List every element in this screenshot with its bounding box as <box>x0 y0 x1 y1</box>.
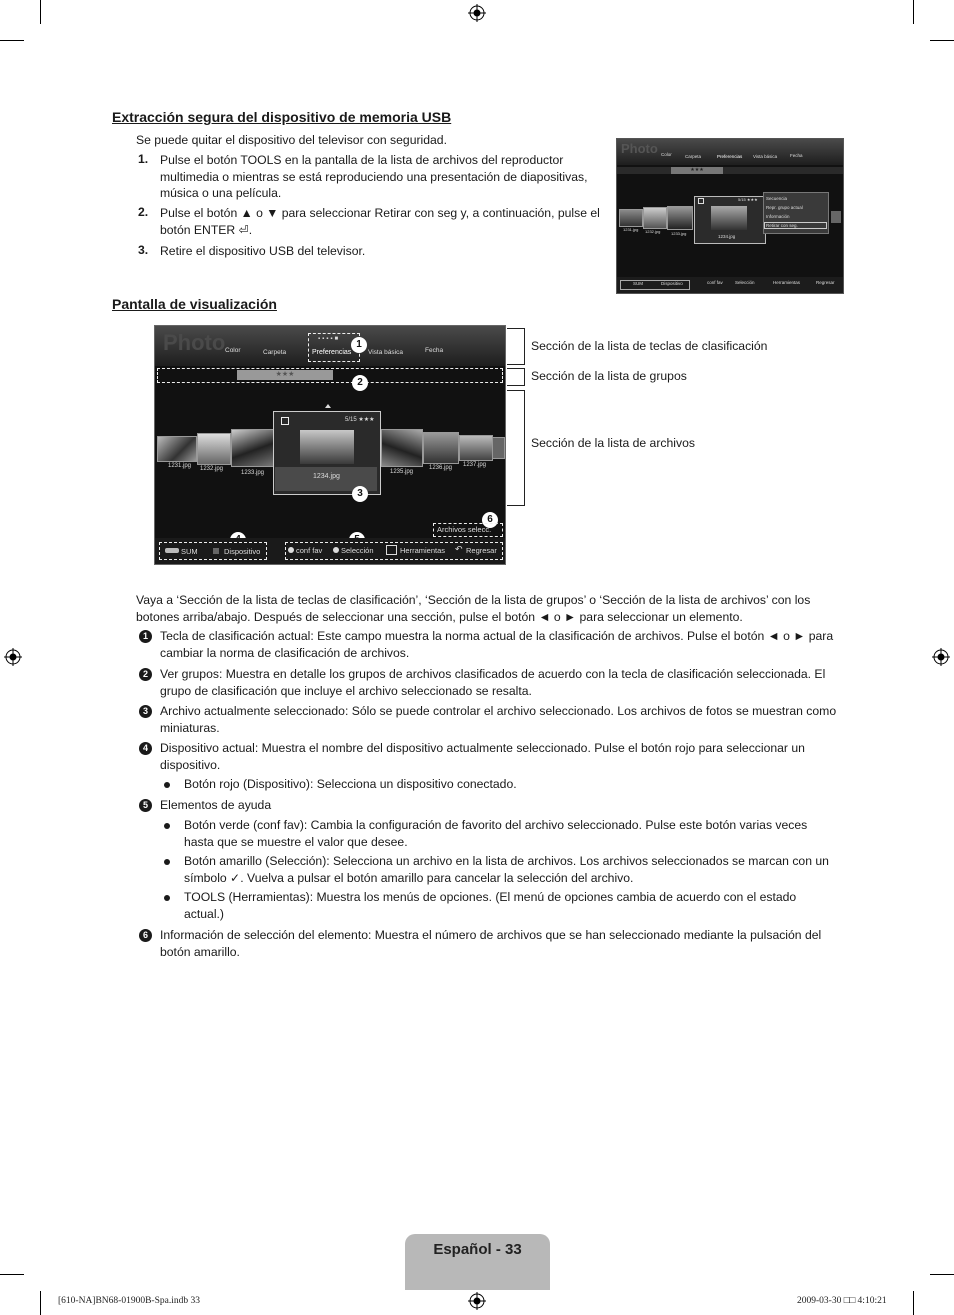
file-caption: 1234.jpg <box>718 234 736 239</box>
tab-fecha: Fecha <box>425 347 444 354</box>
intro-text: Se puede quitar el dispositivo del televisor con seguridad. <box>136 133 447 147</box>
tab-carpeta: Carpeta <box>263 349 287 356</box>
checkbox-icon <box>281 417 289 425</box>
file-thumbnail <box>831 211 841 223</box>
crop-mark <box>40 0 41 24</box>
seleccion-button[interactable]: Selección <box>341 546 374 555</box>
step-text: Pulse el botón TOOLS en la pantalla de la lista de archivos del reproductor multimedia o mientras se está reproduciendo una presentación de diapositivas, música o una película. <box>160 153 588 200</box>
tab-color: Color <box>225 347 241 354</box>
section-title-usb: Extracción segura del dispositivo de memoria USB <box>112 109 452 125</box>
step-number: 1. <box>138 152 149 166</box>
crop-mark <box>930 40 954 41</box>
crop-mark <box>930 1274 954 1275</box>
file-caption: 1233.jpg <box>241 470 265 476</box>
regresar-button[interactable]: Regresar <box>466 546 497 555</box>
marker-1: 1 <box>351 337 367 353</box>
marker-3: 3 <box>352 486 368 502</box>
registration-mark-icon <box>932 648 950 666</box>
yellow-button-icon <box>333 547 339 553</box>
file-thumbnail <box>619 209 643 227</box>
arrow-up-icon <box>325 404 331 408</box>
group-item[interactable]: ★★★ <box>237 370 333 380</box>
file-thumbnail <box>231 429 275 467</box>
file-thumbnail <box>197 433 231 465</box>
callout-sort-keys: Sección de la lista de teclas de clasificación <box>531 339 768 353</box>
screen-title: Photo <box>621 141 658 156</box>
crop-mark <box>913 1291 914 1315</box>
marker-2: 2 <box>352 375 368 391</box>
crop-mark <box>40 1291 41 1315</box>
seleccion-button[interactable]: Selección <box>735 280 755 285</box>
green-button-icon <box>288 547 294 553</box>
tab-preferencias: Preferencias <box>717 154 743 159</box>
bullet-text: Botón rojo (Dispositivo): Selecciona un dispositivo conectado. <box>184 777 517 791</box>
file-thumbnail <box>157 436 197 462</box>
registration-mark-icon <box>4 648 22 666</box>
file-thumbnail <box>667 206 693 230</box>
return-icon: ↶ <box>455 544 463 554</box>
registration-mark-icon <box>468 4 486 22</box>
bullet <box>164 859 170 865</box>
menu-item[interactable]: Secuencia <box>766 196 788 201</box>
usb-icon <box>165 548 179 553</box>
item-number-4: 4 <box>139 742 152 755</box>
device-button[interactable]: Dispositivo <box>661 281 683 286</box>
group-list-bar <box>617 167 843 174</box>
device-name: SUM <box>181 547 198 556</box>
menu-item[interactable]: Información <box>766 214 790 219</box>
callout-groups: Sección de la lista de grupos <box>531 369 687 383</box>
tab-vista-basica: Vista básica <box>368 349 403 356</box>
tab-color: Color <box>661 152 672 157</box>
print-info-left: [610-NA]BN68-01900B-Spa.indb 33 <box>58 1296 200 1306</box>
bracket-groups <box>507 368 525 386</box>
body-intro: Vaya a ‘Sección de la lista de teclas de clasificación’, ‘Sección de la lista de grupos’ o ‘Sección de la lista de archivos’ con los botones arriba/abajo. Después de seleccionar una sección, pulse el botón ◄ o ► para seleccionar un elemento. <box>136 593 811 624</box>
bullet-text: TOOLS (Herramientas): Muestra los menús de opciones. (El menú de opciones cambia de acuerdo con el estado actual.) <box>184 890 797 921</box>
item-text-5: Elementos de ayuda <box>160 798 272 812</box>
menu-item-retirar[interactable]: Retirar con seg. <box>764 222 827 229</box>
item-number-6: 6 <box>139 929 152 942</box>
menu-item[interactable]: Repr. grupo actual <box>766 205 803 210</box>
file-caption: 1231.jpg <box>623 227 639 232</box>
small-tv-screenshot <box>616 138 844 294</box>
file-thumbnail <box>381 429 423 467</box>
bullet <box>164 823 170 829</box>
callout-files: Sección de la lista de archivos <box>531 436 695 450</box>
red-button-icon <box>213 548 219 554</box>
counter: 5/15 ★★★ <box>345 417 375 423</box>
device-name: SUM <box>633 281 643 286</box>
file-caption: 1232.jpg <box>200 466 224 472</box>
checkbox-icon <box>698 198 704 204</box>
item-text-3: Archivo actualmente seleccionado: Sólo se puede controlar el archivo seleccionado. Los archivos de fotos se muestran como miniaturas. <box>160 704 837 735</box>
screen-title: Photo <box>163 330 226 355</box>
file-caption: 1237.jpg <box>463 462 487 468</box>
bullet <box>164 782 170 788</box>
item-text-1: Tecla de clasificación actual: Este campo muestra la norma actual de la clasificación de archivos. Pulse el botón ◄ o ► para cambiar la norma de clasificación de archivos. <box>160 629 834 660</box>
item-number-5: 5 <box>139 799 152 812</box>
file-thumbnail <box>492 437 505 459</box>
crop-mark <box>0 40 24 41</box>
device-button[interactable]: Dispositivo <box>224 547 261 556</box>
print-info-right: 2009-03-30 □□ 4:10:21 <box>797 1296 887 1306</box>
sort-dots: ▪▪▪▪■ <box>318 336 341 342</box>
tab-vista-basica: Vista básica <box>753 154 778 159</box>
item-text-6: Información de selección del elemento: Muestra el número de archivos que se han seleccionado mediante la pulsación del botón amarillo. <box>160 928 822 959</box>
tab-fecha: Fecha <box>790 153 803 158</box>
item-text-2: Ver grupos: Muestra en detalle los grupos de archivos clasificados de acuerdo con la tecla de clasificación seleccionada. El grupo de clasificación que incluye el archivo seleccionado se resalta. <box>160 667 826 698</box>
item-number-2: 2 <box>139 668 152 681</box>
herramientas-button[interactable]: Herramientas <box>400 546 446 555</box>
step-number: 3. <box>138 243 149 257</box>
group-item: ★★★ <box>671 167 723 174</box>
bracket-sort-keys <box>507 328 525 365</box>
crop-mark <box>913 0 914 24</box>
selected-thumbnail <box>711 206 747 230</box>
item-text-4: Dispositivo actual: Muestra el nombre del dispositivo actualmente seleccionado. Pulse el botón rojo para seleccionar un dispositivo. <box>160 741 805 772</box>
item-number-3: 3 <box>139 705 152 718</box>
file-thumbnail <box>643 207 667 229</box>
file-caption: 1236.jpg <box>429 465 453 471</box>
big-tv-screenshot <box>154 325 506 565</box>
tools-icon <box>386 545 397 555</box>
file-caption: 1235.jpg <box>390 469 414 475</box>
file-caption: 1231.jpg <box>168 463 192 469</box>
counter: 5/15 ★★★ <box>738 197 758 202</box>
step-text: Pulse el botón ▲ o ▼ para seleccionar Retirar con seg y, a continuación, pulse el botón ENTER ⏎. <box>160 206 600 237</box>
page-number: Español - 33 <box>433 1241 522 1258</box>
bullet-text: Botón verde (conf fav): Cambia la configuración de favorito del archivo seleccionado. Pulse este botón varias veces hasta que se muestre el valor que desee. <box>184 818 808 849</box>
file-caption: 1232.jpg <box>645 229 661 234</box>
file-thumbnail <box>459 435 493 461</box>
bracket-files <box>507 390 525 506</box>
conf-fav-button[interactable]: conf fav <box>707 280 723 285</box>
selected-count-label: Archivos selecc. <box>437 525 492 534</box>
step-text: Retire el dispositivo USB del televisor. <box>160 244 366 258</box>
file-thumbnail <box>423 432 459 464</box>
tab-preferencias[interactable]: Preferencias <box>312 349 352 356</box>
bullet-text: Botón amarillo (Selección): Selecciona un archivo en la lista de archivos. Los archivos seleccionados se marcan con un símbolo ✓. Vuelva a pulsar el botón amarillo para cancelar la selección del archivo. <box>184 854 829 885</box>
herramientas-button[interactable]: Herramientas <box>773 280 801 285</box>
bullet <box>164 895 170 901</box>
section-title-display: Pantalla de visualización <box>112 296 277 312</box>
regresar-button[interactable]: Regresar <box>816 280 835 285</box>
tab-carpeta: Carpeta <box>685 154 702 159</box>
step-number: 2. <box>138 205 149 219</box>
file-caption: 1234.jpg <box>313 473 340 480</box>
file-caption: 1233.jpg <box>671 231 687 236</box>
conf-fav-button[interactable]: conf fav <box>296 546 323 555</box>
marker-6: 6 <box>482 512 498 528</box>
selected-thumbnail <box>300 430 354 464</box>
crop-mark <box>0 1274 24 1275</box>
registration-mark-icon <box>468 1292 486 1310</box>
item-number-1: 1 <box>139 630 152 643</box>
